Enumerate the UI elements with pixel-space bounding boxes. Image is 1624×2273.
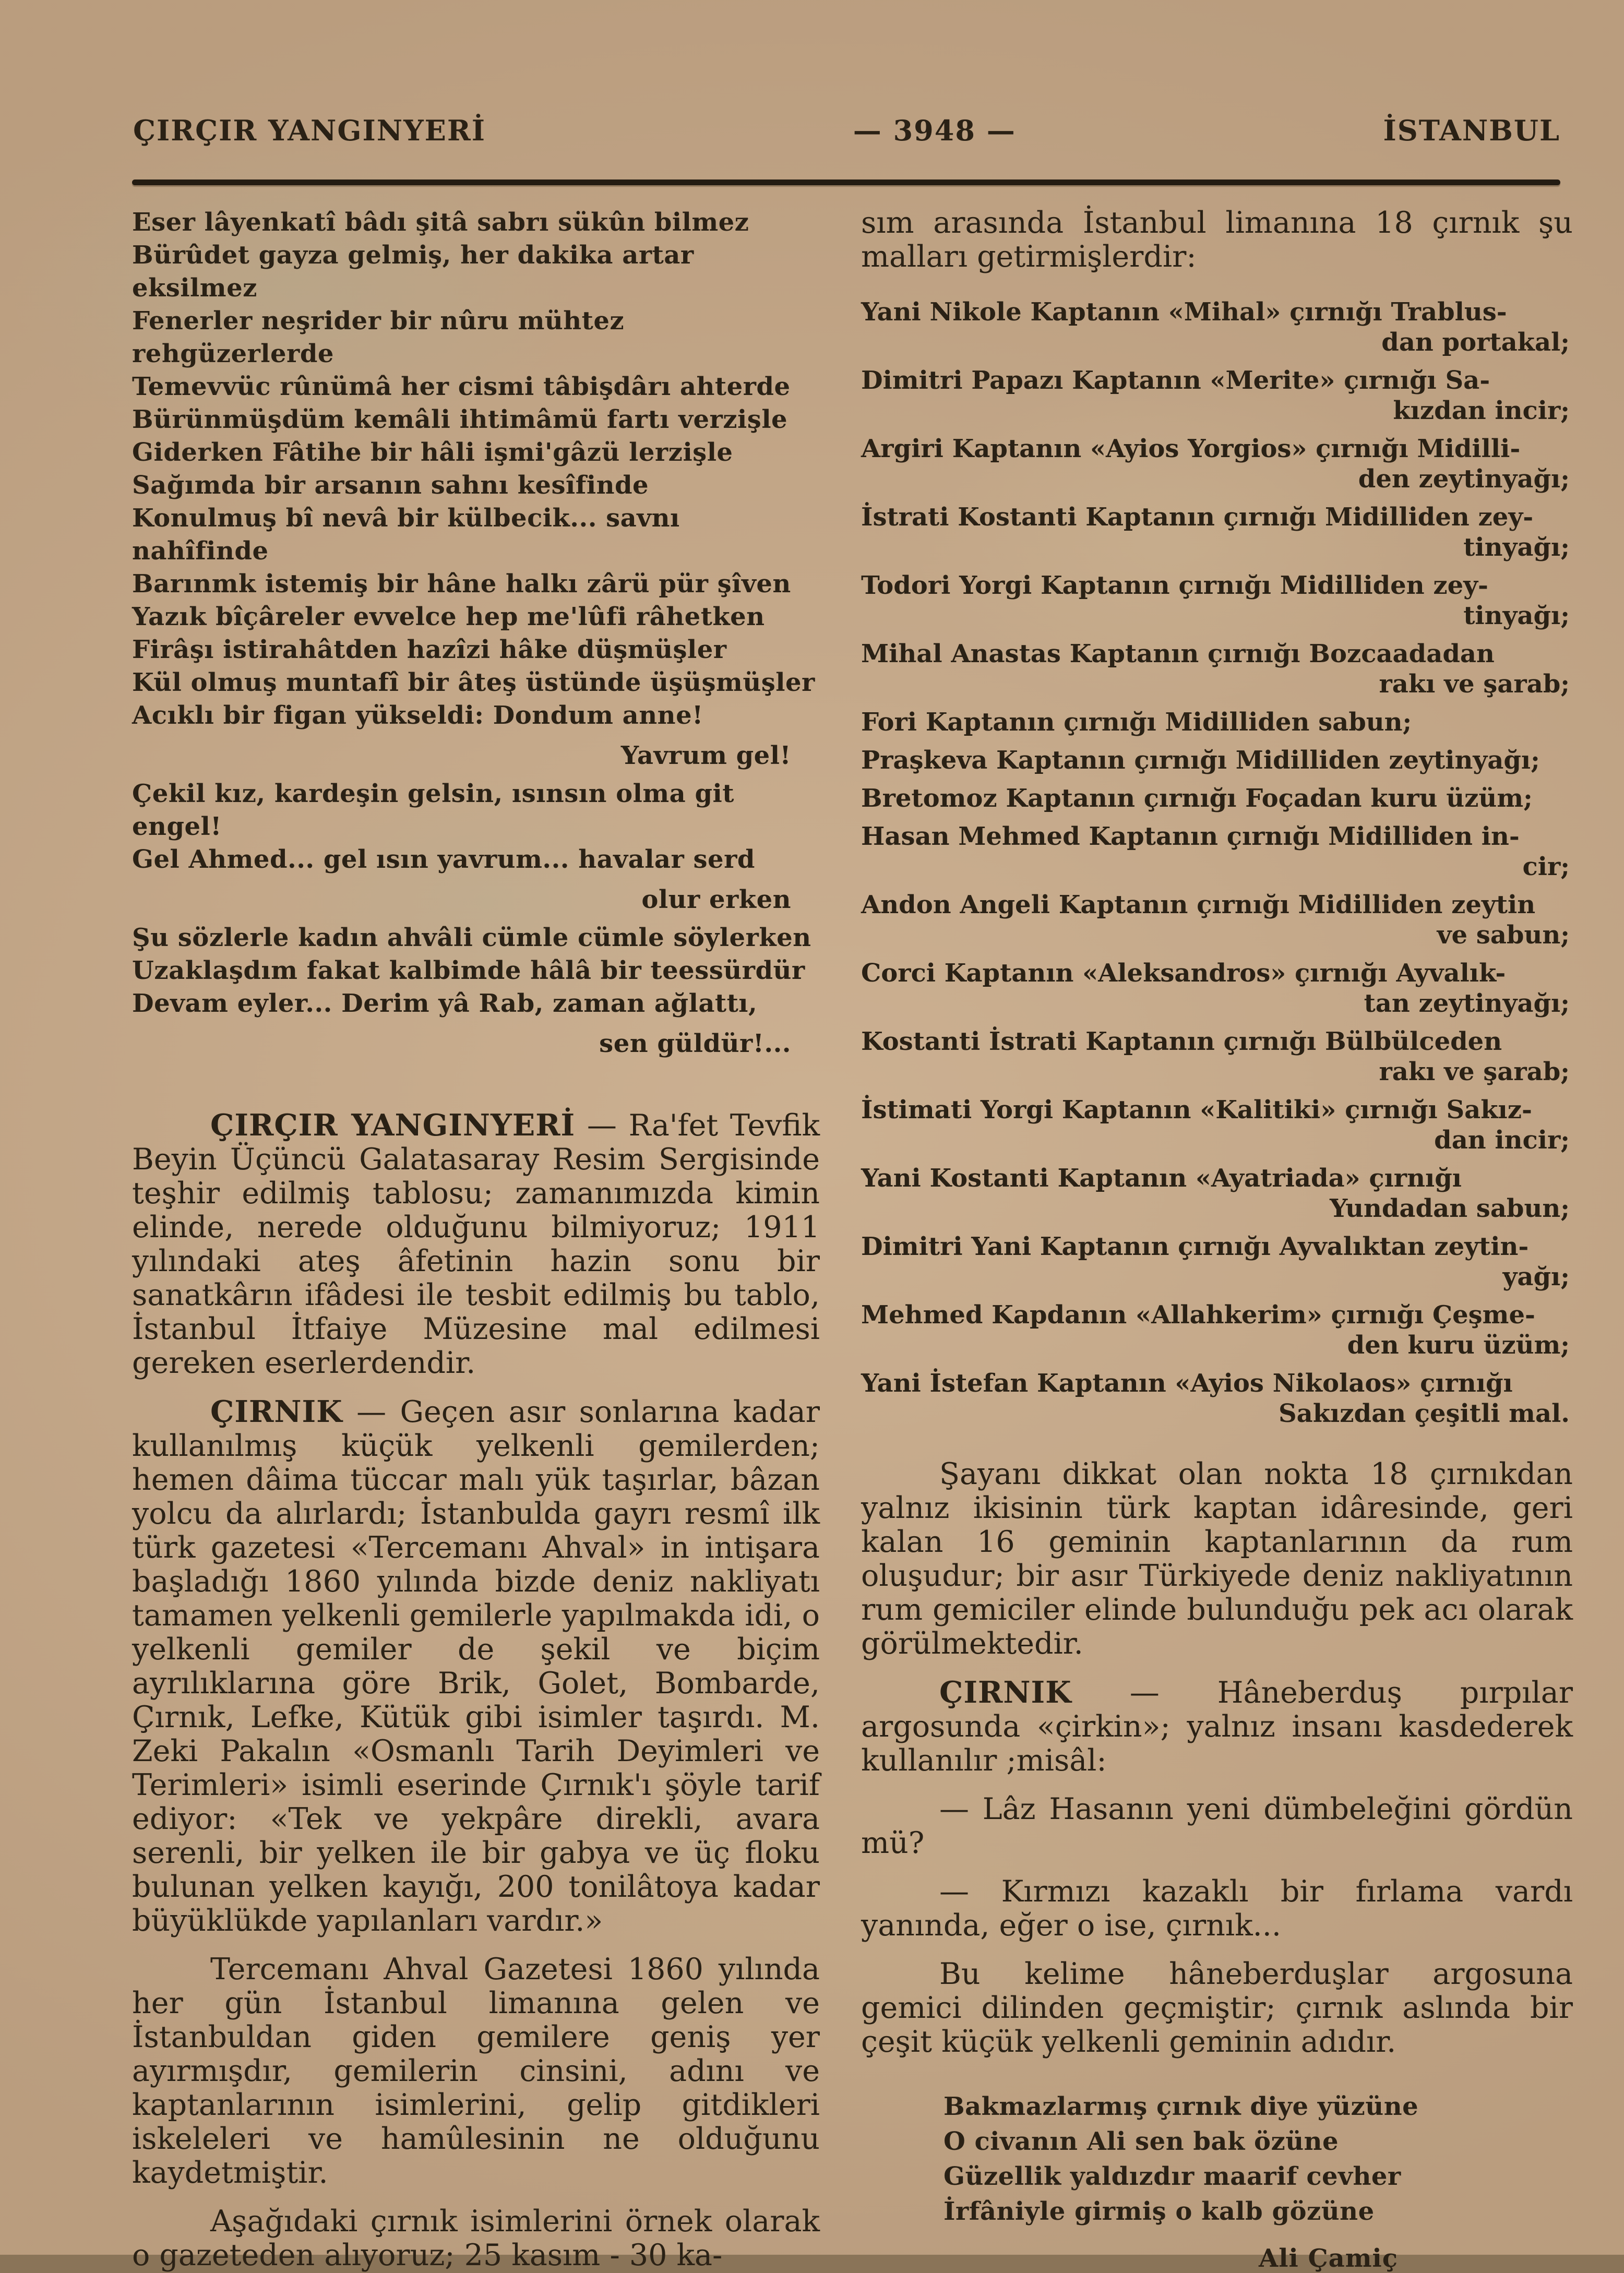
- left-column: [132, 206, 820, 2272]
- cargo-item: [861, 1231, 1573, 1292]
- poem-line: Yazık bîçâreler evvelce hep me'lûfi râhetken: [132, 602, 765, 631]
- poem-signature: Ali Çamiç: [1259, 2244, 1398, 2273]
- cargo-line: Yani İstefan Kaptanın «Ayios Nikolaos» çırnığı: [861, 1369, 1513, 1398]
- cargo-line: Andon Angeli Kaptanın çırnığı Midilliden zeytin: [861, 890, 1536, 919]
- cargo-runover: dan incir;: [1434, 1126, 1570, 1155]
- cargo-runover: den kuru üzüm;: [1347, 1331, 1570, 1360]
- paragraph: [861, 1676, 1573, 1778]
- cargo-line: Mihal Anastas Kaptanın çırnığı Bozcaadadan: [861, 639, 1495, 668]
- paragraph-text: Bu kelime hâneberduşlar argosuna gemici dilinden geçmiştir; çırnık aslında bir çeşit küçük yelkenli geminin adıdır.: [861, 1957, 1573, 2059]
- paragraph-text: — Geçen asır sonlarına kadar kullanılmış küçük yelkenli gemilerden; hemen dâima tüccar malı yük taşırlar, bâzan yolcu da alırlardı; İstanbulda gayrı resmî ilk türk gazetesi «Tercemanı Ahval» in intişara başladığı 1860 yılında bizde deniz nakliyatı tamamen yelkenli gemilerle yapılmakda idi, o yelkenli gemiler de şekil ve biçim ayrılıklarına göre Brik, Golet, Bombarde, Çırnık, Lefke, Kütük gibi isimler taşırdı. M. Zeki Pakalın «Osmanlı Tarih Deyimleri ve Terimleri» isimli eserinde Çırnık'ı şöyle tarif ediyor: «Tek ve yekpâre direkli, avara serenli, bir yelken ile bir gabya ve üç floku bulunan yelken kayığı, 200 tonilâtoya kadar büyüklükde yapılanları vardır.»: [132, 1395, 820, 1938]
- cargo-line: Yani Nikole Kaptanın «Mihal» çırnığı Trablus-: [861, 297, 1507, 327]
- paragraph: [132, 1108, 820, 1380]
- poem-line: Barınmk istemiş bir hâne halkı zârü pür şîven: [132, 569, 791, 599]
- cargo-item: [861, 1095, 1573, 1155]
- cargo-item: [861, 707, 1573, 737]
- poem-line: Konulmuş bî nevâ bir külbecik... savnı nahîfinde: [132, 504, 680, 566]
- cargo-line: Hasan Mehmed Kaptanın çırnığı Midilliden in-: [861, 822, 1520, 851]
- paragraph: [861, 1875, 1573, 1943]
- cargo-line: Fori Kaptanın çırnığı Midilliden sabun;: [861, 708, 1412, 737]
- left-paragraphs: [132, 1108, 820, 2272]
- entry-term: ÇIRÇIR YANGINYERİ: [210, 1108, 576, 1143]
- cargo-item: [861, 434, 1573, 494]
- cargo-runover: tinyağı;: [1463, 533, 1570, 562]
- cargo-list: [861, 297, 1573, 1429]
- cargo-line: Praşkeva Kaptanın çırnığı Midilliden zeytinyağı;: [861, 746, 1540, 775]
- cargo-item: [861, 365, 1573, 426]
- cargo-runover: yağı;: [1502, 1262, 1570, 1291]
- page-header: [133, 114, 1560, 147]
- cargo-item: [861, 1026, 1573, 1087]
- cargo-line: İstimati Yorgi Kaptanın «Kalitiki» çırnığı Sakız-: [861, 1095, 1532, 1124]
- paragraph-text: Tercemanı Ahval Gazetesi 1860 yılında her gün İstanbul limanına gelen ve İstanbuldan giden gemilere geniş yer ayırmışdır, gemilerin cinsini, adını ve kaptanlarının isimlerini, gelip gitdikleri iskeleleri ve hamûlesinin ne olduğunu kaydetmiştir.: [132, 1952, 820, 2190]
- header-rule: [132, 180, 1560, 185]
- poem-line: olur erken: [641, 885, 791, 914]
- cargo-item: [861, 1368, 1573, 1429]
- paragraph-text: — Ra'fet Tevfik Beyin Üçüncü Galatasaray Resim Sergisinde teşhir edilmiş tablosu; zamanımızda kimin elinde, nerede olduğunu bilmiyoruz; 1911 yılındaki ateş âfetinin hazin sonu bir sanatkârın ifâdesi ile tesbit edilmiş bu tablo, İstanbul İtfaiye Müzesine mal edilmesi gereken eserlerdendir.: [132, 1108, 820, 1380]
- poem-line: Acıklı bir figan yükseldi: Dondum anne!: [132, 701, 703, 730]
- poem-line: Bürûdet gayza gelmiş, her dakika artar eksilmez: [132, 241, 694, 303]
- paragraph-text: — Lâz Hasanın yeni dümbeleğini gördün mü?: [861, 1792, 1573, 1860]
- poem-line: Fenerler neşrider bir nûru mühtez rehgüzerlerde: [132, 306, 625, 368]
- cargo-item: [861, 639, 1573, 699]
- cargo-line: Kostanti İstrati Kaptanın çırnığı Bülbülceden: [861, 1027, 1502, 1056]
- right-paragraphs: [861, 1457, 1573, 2059]
- cargo-runover: den zeytinyağı;: [1358, 464, 1570, 494]
- cargo-runover: dan portakal;: [1381, 328, 1570, 357]
- cargo-item: [861, 297, 1573, 357]
- poem-line: Firâşı istirahâtden hazîzi hâke düşmüşler: [132, 635, 727, 664]
- poem-line: İrfâniyle girmiş o kalb gözüne: [944, 2197, 1375, 2226]
- cargo-line: Dimitri Yani Kaptanın çırnığı Ayvalıktan zeytin-: [861, 1232, 1529, 1261]
- poem-line: Kül olmuş muntafî bir âteş üstünde üşüşmüşler: [132, 668, 815, 697]
- poem-line: O civanın Ali sen bak özüne: [944, 2127, 1339, 2156]
- cargo-item: [861, 745, 1573, 775]
- paragraph: [861, 1957, 1573, 2059]
- paragraph: [861, 1457, 1573, 1661]
- poem-line: Temevvüc rûnümâ her cismi tâbişdârı ahterde: [132, 372, 791, 401]
- poem-line: Bakmazlarmış çırnık diye yüzüne: [944, 2092, 1419, 2121]
- cargo-item: [861, 783, 1573, 814]
- entry-term: ÇIRNIK: [210, 1394, 343, 1429]
- cargo-line: Yani Kostanti Kaptanın «Ayatriada» çırnığı: [861, 1164, 1462, 1193]
- cargo-item: [861, 1300, 1573, 1360]
- paragraph: [132, 1953, 820, 2190]
- opening-poem: [132, 206, 820, 1060]
- cargo-item: [861, 890, 1573, 950]
- cargo-line: Dimitri Papazı Kaptanın «Merite» çırnığı Sa-: [861, 366, 1490, 395]
- poem-line: Eser lâyenkatî bâdı şitâ sabrı sükûn bilmez: [132, 208, 749, 237]
- cargo-item: [861, 958, 1573, 1019]
- cargo-line: Bretomoz Kaptanın çırnığı Foçadan kuru üzüm;: [861, 784, 1533, 813]
- cargo-runover: Sakızdan çeşitli mal.: [1279, 1399, 1570, 1428]
- cargo-item: [861, 570, 1573, 631]
- paragraph: [132, 2205, 820, 2272]
- paragraph-text: — Kırmızı kazaklı bir fırlama vardı yanında, eğer o ise, çırnık...: [861, 1874, 1573, 1943]
- cargo-runover: Yundadan sabun;: [1329, 1194, 1570, 1223]
- page-number: — 3948 —: [853, 114, 1016, 147]
- cargo-runover: tan zeytinyağı;: [1364, 989, 1570, 1018]
- cargo-line: Corci Kaptanın «Aleksandros» çırnığı Ayvalık-: [861, 959, 1506, 988]
- poem-line: Devam eyler... Derim yâ Rab, zaman ağlattı,: [132, 989, 758, 1018]
- poem-line: sen güldür!...: [599, 1029, 791, 1058]
- cargo-runover: cir;: [1522, 852, 1570, 881]
- cargo-line: Todori Yorgi Kaptanın çırnığı Midilliden zey-: [861, 571, 1488, 600]
- paragraph: [861, 1792, 1573, 1860]
- poem-line: Bürünmüşdüm kemâli ihtimâmü fartı verzişle: [132, 405, 788, 434]
- intro-paragraph: sım arasında İstanbul limanına 18 çırnık şu malları getirmişlerdir:: [861, 206, 1573, 274]
- paragraph-text: — Hâneberduş pırpılar argosunda «çirkin»; yalnız insanı kasdederek kullanılır ;misâl:: [861, 1676, 1573, 1778]
- poem-line: Giderken Fâtihe bir hâli işmi'gâzü lerzişle: [132, 438, 733, 467]
- paragraph-text: Şayanı dikkat olan nokta 18 çırnıkdan yalnız ikisinin türk kaptan idâresinde, geri kalan 16 geminin kaptanlarının da rum oluşudur; bir asır Türkiyede deniz nakliyatının rum gemiciler elinde bulunduğu pek acı olarak görülmektedir.: [861, 1457, 1573, 1661]
- cargo-runover: kızdan incir;: [1393, 396, 1570, 425]
- running-volume: İSTANBUL: [1383, 114, 1560, 147]
- cargo-line: Argiri Kaptanın «Ayios Yorgios» çırnığı Midilli-: [861, 434, 1521, 463]
- poem-line: Yavrum gel!: [620, 741, 791, 770]
- cargo-item: [861, 502, 1573, 563]
- poem-line: Uzaklaşdım fakat kalbimde hâlâ bir teessürdür: [132, 956, 805, 985]
- cargo-line: Mehmed Kapdanın «Allahkerim» çırnığı Çeşme-: [861, 1300, 1535, 1330]
- cargo-item: [861, 1163, 1573, 1224]
- cargo-item: [861, 821, 1573, 882]
- right-column: [861, 206, 1573, 2273]
- paragraph: [132, 1395, 820, 1938]
- poem-line: Sağımda bir arsanın sahnı kesîfinde: [132, 471, 649, 500]
- entry-term: ÇIRNIK: [939, 1675, 1072, 1710]
- cargo-runover: tinyağı;: [1463, 601, 1570, 630]
- cargo-line: İstrati Kostanti Kaptanın çırnığı Midilliden zey-: [861, 503, 1534, 532]
- closing-poem: [861, 2089, 1573, 2229]
- poem-line: Güzellik yaldızdır maarif cevher: [944, 2162, 1401, 2191]
- cargo-runover: ve sabun;: [1437, 920, 1570, 950]
- poem-line: Çekil kız, kardeşin gelsin, ısınsın olma git engel!: [132, 779, 734, 841]
- running-title: ÇIRÇIR YANGINYERİ: [133, 114, 486, 147]
- poem-line: Şu sözlerle kadın ahvâli cümle cümle söylerken: [132, 923, 811, 952]
- paragraph-text: Aşağıdaki çırnık isimlerini örnek olarak o gazeteden alıyoruz; 25 kasım - 30 ka-: [132, 2204, 820, 2272]
- cargo-runover: rakı ve şarab;: [1379, 1057, 1570, 1086]
- cargo-runover: rakı ve şarab;: [1379, 669, 1570, 699]
- poem-line: Gel Ahmed... gel ısın yavrum... havalar serd: [132, 845, 755, 874]
